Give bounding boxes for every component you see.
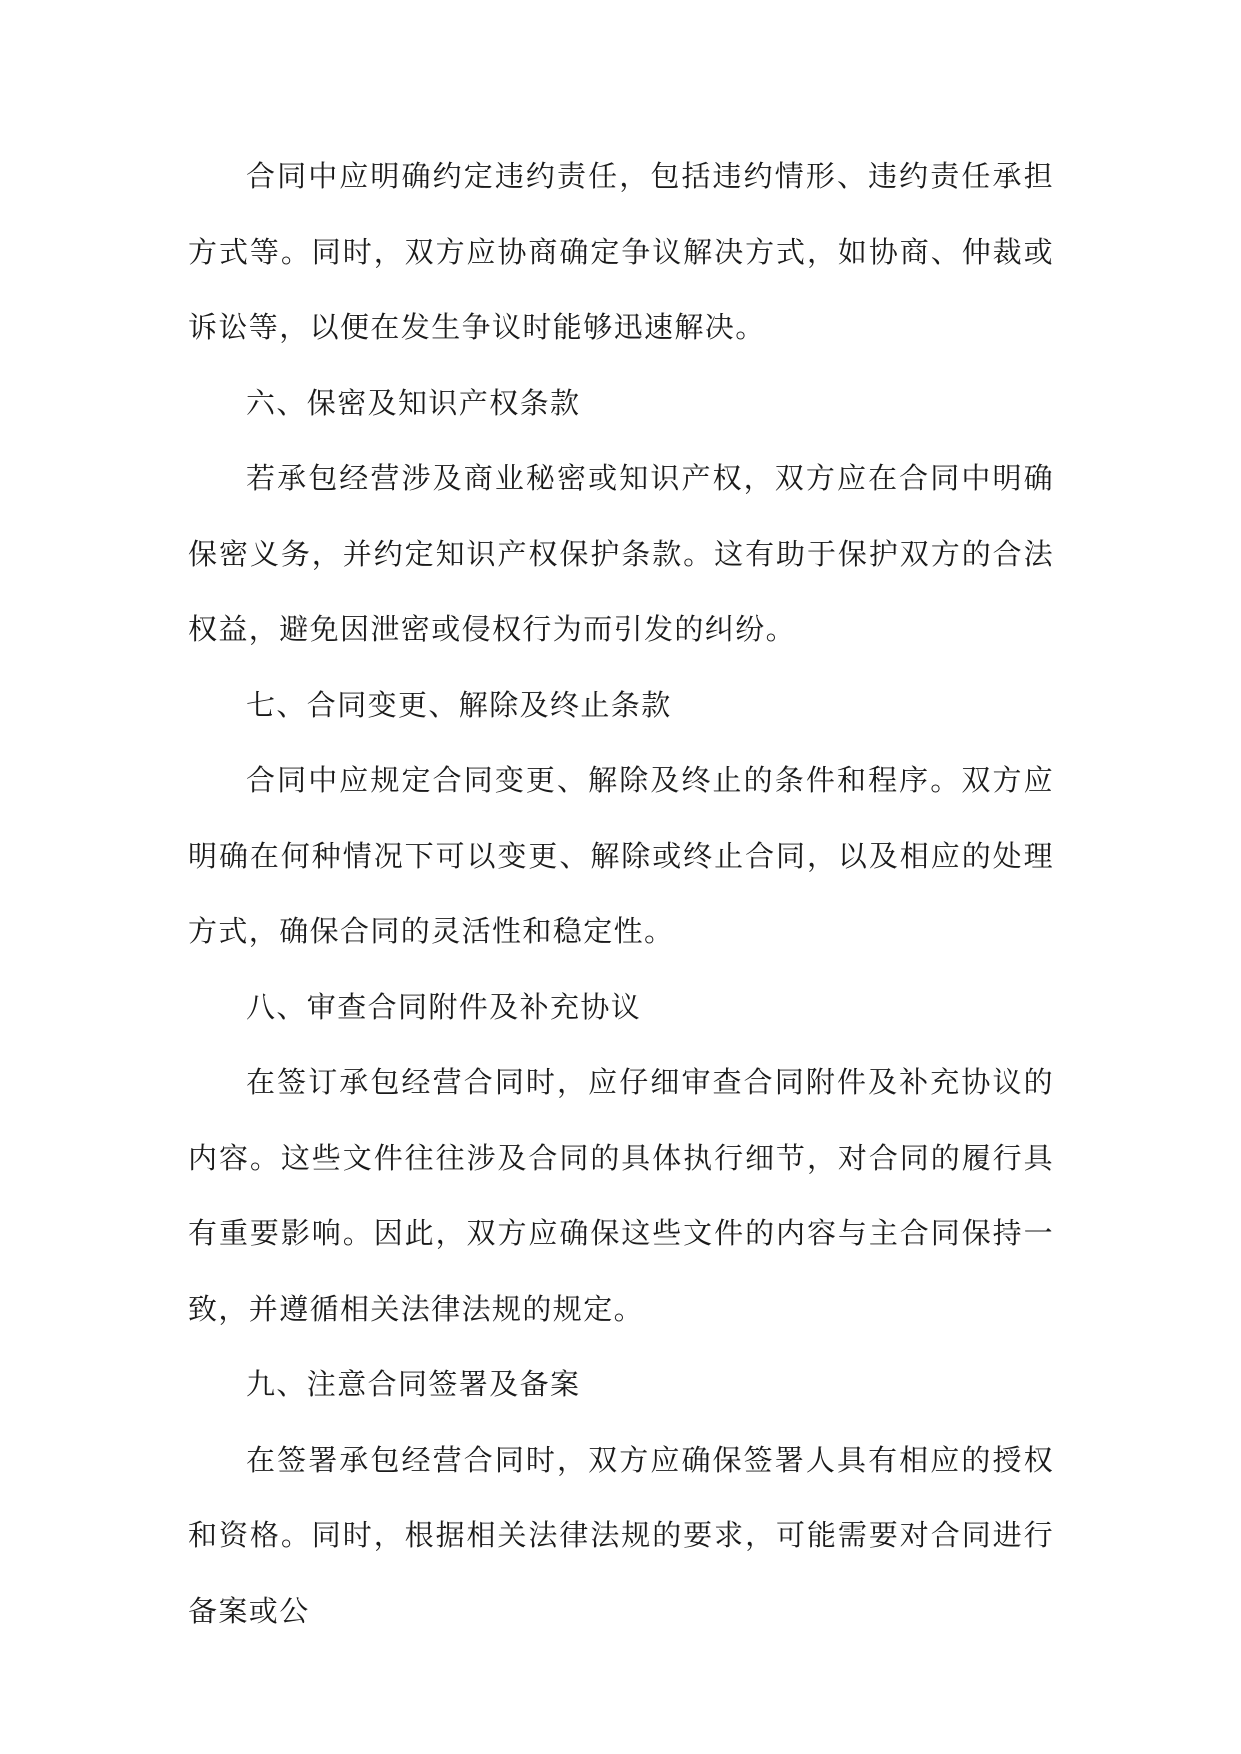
- paragraph-attachments: 在签订承包经营合同时，应仔细审查合同附件及补充协议的内容。这些文件往往涉及合同的具体执行细节，对合同的履行具有重要影响。因此，双方应确保这些文件的内容与主合同保持一致，并遵循相关法律法规的规定。: [188, 1065, 1054, 1326]
- section-heading-signing: 九、注意合同签署及备案: [246, 1367, 581, 1401]
- paragraph-signing: 在签署承包经营合同时，双方应确保签署人具有相应的授权和资格。同时，根据相关法律法规的要求，可能需要对合同进行备案或公: [188, 1442, 1054, 1628]
- section-heading-attachments: 八、审查合同附件及补充协议: [246, 989, 642, 1024]
- document-page: [188, 139, 1054, 1649]
- paragraph-confidentiality: 若承包经营涉及商业秘密或知识产权，双方应在合同中明确保密义务，并约定知识产权保护条款。这有助于保护双方的合法权益，避免因泄密或侵权行为而引发的纠纷。: [188, 461, 1054, 646]
- section-heading-modification: 七、合同变更、解除及终止条款: [246, 687, 672, 722]
- paragraph-liability: 合同中应明确约定违约责任，包括违约情形、违约责任承担方式等。同时，双方应协商确定争议解决方式，如协商、仲裁或诉讼等，以便在发生争议时能够迅速解决。: [188, 159, 1054, 344]
- paragraph-modification: 合同中应规定合同变更、解除及终止的条件和程序。双方应明确在何种情况下可以变更、解除或终止合同，以及相应的处理方式，确保合同的灵活性和稳定性。: [188, 763, 1054, 948]
- section-heading-confidentiality: 六、保密及知识产权条款: [246, 385, 581, 420]
